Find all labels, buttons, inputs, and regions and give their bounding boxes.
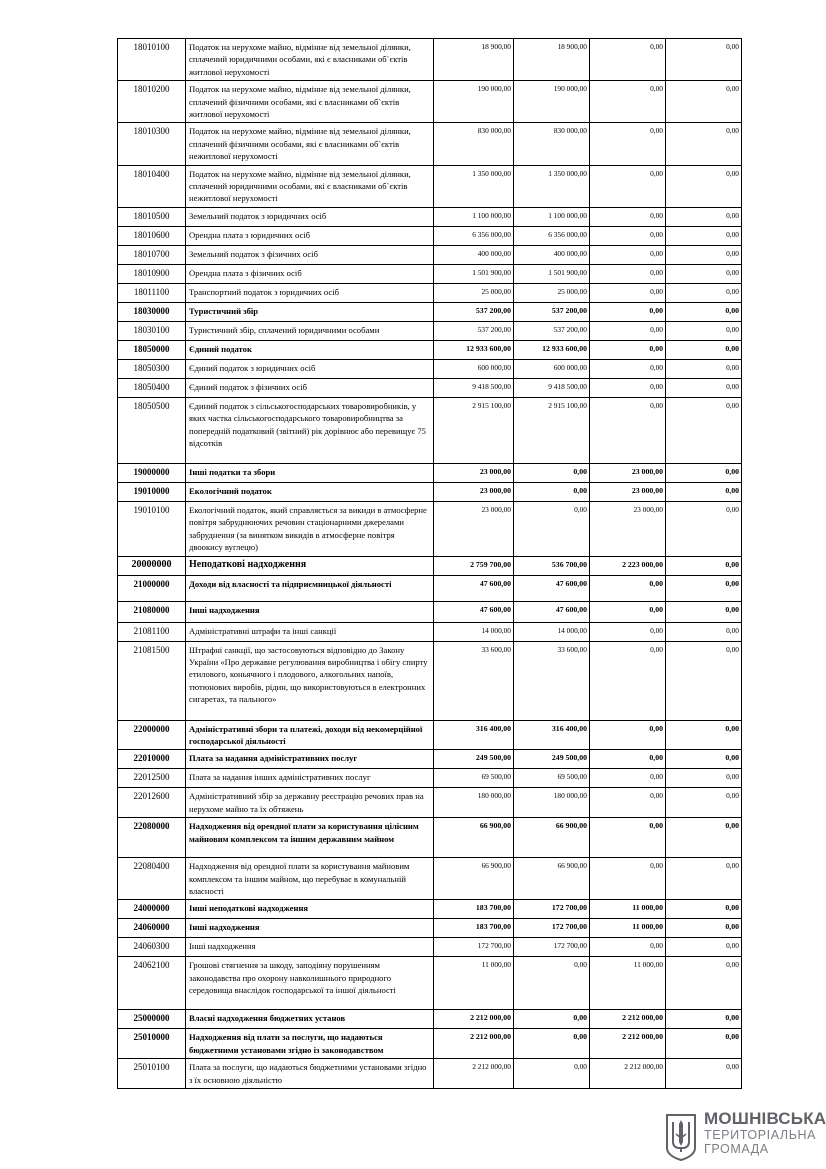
cell-code: 24062100: [118, 957, 186, 1010]
cell-general-fund: 1 501 900,00: [514, 264, 590, 283]
cell-general-fund: 1 350 000,00: [514, 165, 590, 207]
cell-total: 2 915 100,00: [434, 397, 514, 463]
cell-name: Туристичний збір, сплачений юридичними особами: [186, 321, 434, 340]
cell-code: 19010100: [118, 501, 186, 556]
cell-general-fund: 0,00: [514, 482, 590, 501]
cell-name: Грошові стягнення за шкоду, заподіяну порушенням законодавства про охорону навколишнього природного середовища внаслідок господарської та іншої діяльності: [186, 957, 434, 1010]
cell-general-fund: 537 200,00: [514, 302, 590, 321]
cell-general-fund: 47 600,00: [514, 575, 590, 601]
cell-development-budget: 0,00: [666, 919, 742, 938]
table-row: [118, 788, 742, 818]
cell-code: 21000000: [118, 575, 186, 601]
cell-code: 22012500: [118, 769, 186, 788]
table-row: [118, 957, 742, 1010]
table-row: [118, 397, 742, 463]
cell-special-fund: 23 000,00: [590, 501, 666, 556]
table-row: [118, 463, 742, 482]
cell-special-fund: 0,00: [590, 720, 666, 750]
cell-development-budget: 0,00: [666, 788, 742, 818]
table-row: [118, 302, 742, 321]
cell-special-fund: 2 212 000,00: [590, 1029, 666, 1059]
cell-total: 2 759 700,00: [434, 556, 514, 575]
cell-code: 18010500: [118, 207, 186, 226]
cell-code: 18010200: [118, 81, 186, 123]
table-row: [118, 482, 742, 501]
cell-name: Доходи від власності та підприємницької діяльності: [186, 575, 434, 601]
cell-code: 18030100: [118, 321, 186, 340]
cell-code: 21080000: [118, 601, 186, 622]
cell-total: 18 900,00: [434, 39, 514, 81]
cell-special-fund: 0,00: [590, 245, 666, 264]
cell-name: Надходження від плати за послуги, що надаються бюджетними установами згідно із законодавством: [186, 1029, 434, 1059]
cell-special-fund: 0,00: [590, 575, 666, 601]
cell-development-budget: 0,00: [666, 340, 742, 359]
cell-development-budget: 0,00: [666, 601, 742, 622]
cell-development-budget: 0,00: [666, 482, 742, 501]
cell-name: Податок на нерухоме майно, відмінне від земельної ділянки, сплачений юридичними особами, які є власниками об`єктів нежитлової нерухомості: [186, 165, 434, 207]
cell-code: 22080400: [118, 858, 186, 900]
cell-name: Адміністративні збори та платежі, доходи від некомерційної господарської діяльності: [186, 720, 434, 750]
cell-total: 11 000,00: [434, 957, 514, 1010]
cell-total: 316 400,00: [434, 720, 514, 750]
cell-development-budget: 0,00: [666, 769, 742, 788]
logo-subtitle-2: ГРОМАДА: [704, 1142, 769, 1156]
cell-general-fund: 18 900,00: [514, 39, 590, 81]
cell-code: 22080000: [118, 818, 186, 858]
table-row: [118, 123, 742, 165]
cell-development-budget: 0,00: [666, 397, 742, 463]
cell-name: Штрафні санкції, що застосовуються відповідно до Закону України «Про державне регулювання виробництва і обігу спирту етилового, коньячного і плодового, алкогольних напоїв, тютюнових виробів, рідин, що використовуються в електронних сигаретах, та пального»: [186, 641, 434, 720]
cell-general-fund: 66 900,00: [514, 858, 590, 900]
cell-general-fund: 536 700,00: [514, 556, 590, 575]
cell-name: Туристичний збір: [186, 302, 434, 321]
cell-total: 12 933 600,00: [434, 340, 514, 359]
cell-general-fund: 180 000,00: [514, 788, 590, 818]
cell-development-budget: 0,00: [666, 283, 742, 302]
cell-special-fund: 0,00: [590, 283, 666, 302]
cell-code: 20000000: [118, 556, 186, 575]
cell-special-fund: 0,00: [590, 264, 666, 283]
cell-development-budget: 0,00: [666, 900, 742, 919]
table-row: [118, 575, 742, 601]
cell-name: Екологічний податок, який справляється за викиди в атмосферне повітря забруднюючих речовин стаціонарними джерелами забруднення (за винятком викидів в атмосферне повітря двоокису вуглецю): [186, 501, 434, 556]
cell-code: 24000000: [118, 900, 186, 919]
table-row: [118, 622, 742, 641]
cell-total: 190 000,00: [434, 81, 514, 123]
table-row: [118, 556, 742, 575]
table-row: [118, 750, 742, 769]
table-row: [118, 340, 742, 359]
cell-general-fund: 0,00: [514, 1010, 590, 1029]
cell-name: Єдиний податок: [186, 340, 434, 359]
cell-code: 18010600: [118, 226, 186, 245]
cell-total: 14 000,00: [434, 622, 514, 641]
logo-subtitle-1: ТЕРИТОРІАЛЬНА: [704, 1128, 817, 1142]
table-row: [118, 359, 742, 378]
cell-code: 25010100: [118, 1059, 186, 1089]
cell-name: Інші податки та збори: [186, 463, 434, 482]
cell-development-budget: 0,00: [666, 39, 742, 81]
cell-development-budget: 0,00: [666, 501, 742, 556]
table-row: [118, 245, 742, 264]
cell-code: 24060000: [118, 919, 186, 938]
table-row: [118, 501, 742, 556]
cell-general-fund: 0,00: [514, 463, 590, 482]
cell-code: 19010000: [118, 482, 186, 501]
cell-total: 183 700,00: [434, 919, 514, 938]
table-row: [118, 938, 742, 957]
cell-special-fund: 2 212 000,00: [590, 1010, 666, 1029]
cell-special-fund: 0,00: [590, 938, 666, 957]
cell-total: 2 212 000,00: [434, 1029, 514, 1059]
cell-total: 2 212 000,00: [434, 1010, 514, 1029]
table-row: [118, 720, 742, 750]
cell-name: Земельний податок з фізичних осіб: [186, 245, 434, 264]
cell-code: 22012600: [118, 788, 186, 818]
cell-name: Орендна плата з юридичних осіб: [186, 226, 434, 245]
cell-general-fund: 9 418 500,00: [514, 378, 590, 397]
table-row: [118, 226, 742, 245]
table-body: [118, 39, 742, 1089]
cell-special-fund: 0,00: [590, 302, 666, 321]
cell-code: 25010000: [118, 1029, 186, 1059]
cell-special-fund: 0,00: [590, 397, 666, 463]
cell-total: 537 200,00: [434, 302, 514, 321]
cell-name: Земельний податок з юридичних осіб: [186, 207, 434, 226]
cell-general-fund: 0,00: [514, 1059, 590, 1089]
cell-name: Неподаткові надходження: [186, 556, 434, 575]
cell-general-fund: 0,00: [514, 957, 590, 1010]
cell-name: Транспортний податок з юридичних осіб: [186, 283, 434, 302]
cell-development-budget: 0,00: [666, 226, 742, 245]
cell-special-fund: 0,00: [590, 321, 666, 340]
cell-total: 172 700,00: [434, 938, 514, 957]
cell-total: 47 600,00: [434, 575, 514, 601]
table-row: [118, 264, 742, 283]
table-row: [118, 919, 742, 938]
cell-development-budget: 0,00: [666, 858, 742, 900]
cell-special-fund: 0,00: [590, 207, 666, 226]
cell-special-fund: 0,00: [590, 123, 666, 165]
cell-name: Плата за послуги, що надаються бюджетними установами згідно з їх основною діяльністю: [186, 1059, 434, 1089]
cell-general-fund: 2 915 100,00: [514, 397, 590, 463]
cell-general-fund: 600 000,00: [514, 359, 590, 378]
cell-special-fund: 0,00: [590, 359, 666, 378]
cell-general-fund: 172 700,00: [514, 938, 590, 957]
budget-revenue-table: [117, 38, 742, 1089]
cell-development-budget: 0,00: [666, 165, 742, 207]
cell-development-budget: 0,00: [666, 575, 742, 601]
cell-code: 18050000: [118, 340, 186, 359]
cell-code: 18010900: [118, 264, 186, 283]
table-row: [118, 1029, 742, 1059]
cell-name: Екологічний податок: [186, 482, 434, 501]
cell-development-budget: 0,00: [666, 1010, 742, 1029]
cell-special-fund: 0,00: [590, 81, 666, 123]
cell-general-fund: 66 900,00: [514, 818, 590, 858]
cell-development-budget: 0,00: [666, 818, 742, 858]
cell-special-fund: 0,00: [590, 226, 666, 245]
cell-total: 69 500,00: [434, 769, 514, 788]
cell-development-budget: 0,00: [666, 641, 742, 720]
cell-name: Єдиний податок з фізичних осіб: [186, 378, 434, 397]
cell-special-fund: 0,00: [590, 165, 666, 207]
cell-total: 183 700,00: [434, 900, 514, 919]
cell-general-fund: 537 200,00: [514, 321, 590, 340]
cell-development-budget: 0,00: [666, 245, 742, 264]
cell-development-budget: 0,00: [666, 207, 742, 226]
cell-development-budget: 0,00: [666, 622, 742, 641]
table-row: [118, 81, 742, 123]
cell-code: 25000000: [118, 1010, 186, 1029]
cell-development-budget: 0,00: [666, 938, 742, 957]
cell-total: 1 501 900,00: [434, 264, 514, 283]
trident-emblem-icon: [664, 1112, 698, 1162]
cell-special-fund: 2 212 000,00: [590, 1059, 666, 1089]
cell-total: 66 900,00: [434, 858, 514, 900]
cell-name: Плата за надання адміністративних послуг: [186, 750, 434, 769]
cell-special-fund: 0,00: [590, 601, 666, 622]
cell-special-fund: 0,00: [590, 858, 666, 900]
cell-special-fund: 0,00: [590, 340, 666, 359]
cell-special-fund: 0,00: [590, 769, 666, 788]
cell-code: 18011100: [118, 283, 186, 302]
cell-general-fund: 33 600,00: [514, 641, 590, 720]
cell-code: 18050500: [118, 397, 186, 463]
cell-special-fund: 0,00: [590, 788, 666, 818]
cell-name: Інші надходження: [186, 919, 434, 938]
cell-development-budget: 0,00: [666, 1029, 742, 1059]
table-row: [118, 321, 742, 340]
table-row: [118, 1059, 742, 1089]
cell-total: 2 212 000,00: [434, 1059, 514, 1089]
cell-name: Податок на нерухоме майно, відмінне від земельної ділянки, сплачений фізичними особами, які є власниками об`єктів житлової нерухомості: [186, 81, 434, 123]
cell-total: 23 000,00: [434, 501, 514, 556]
cell-general-fund: 172 700,00: [514, 919, 590, 938]
cell-name: Інші надходження: [186, 938, 434, 957]
cell-general-fund: 316 400,00: [514, 720, 590, 750]
table-row: [118, 641, 742, 720]
cell-code: 21081100: [118, 622, 186, 641]
cell-code: 18010400: [118, 165, 186, 207]
cell-general-fund: 6 356 000,00: [514, 226, 590, 245]
cell-special-fund: 11 000,00: [590, 900, 666, 919]
cell-general-fund: 0,00: [514, 1029, 590, 1059]
cell-total: 1 350 000,00: [434, 165, 514, 207]
cell-total: 830 000,00: [434, 123, 514, 165]
cell-code: 22000000: [118, 720, 186, 750]
cell-code: 18010100: [118, 39, 186, 81]
cell-general-fund: 69 500,00: [514, 769, 590, 788]
cell-general-fund: 0,00: [514, 501, 590, 556]
cell-special-fund: 0,00: [590, 622, 666, 641]
cell-general-fund: 830 000,00: [514, 123, 590, 165]
cell-total: 25 000,00: [434, 283, 514, 302]
table-row: [118, 39, 742, 81]
cell-development-budget: 0,00: [666, 556, 742, 575]
cell-name: Адміністративні штрафи та інші санкції: [186, 622, 434, 641]
cell-total: 66 900,00: [434, 818, 514, 858]
cell-total: 47 600,00: [434, 601, 514, 622]
table-row: [118, 378, 742, 397]
cell-name: Єдиний податок з юридичних осіб: [186, 359, 434, 378]
table-row: [118, 601, 742, 622]
cell-special-fund: 23 000,00: [590, 463, 666, 482]
table-row: [118, 283, 742, 302]
cell-development-budget: 0,00: [666, 750, 742, 769]
cell-name: Адміністративний збір за державну реєстрацію речових прав на нерухоме майно та їх обтяжень: [186, 788, 434, 818]
cell-total: 400 000,00: [434, 245, 514, 264]
cell-general-fund: 12 933 600,00: [514, 340, 590, 359]
cell-name: Інші надходження: [186, 601, 434, 622]
cell-total: 249 500,00: [434, 750, 514, 769]
cell-code: 18010700: [118, 245, 186, 264]
cell-development-budget: 0,00: [666, 378, 742, 397]
cell-development-budget: 0,00: [666, 302, 742, 321]
cell-general-fund: 400 000,00: [514, 245, 590, 264]
cell-code: 22010000: [118, 750, 186, 769]
community-logo: [664, 1108, 826, 1162]
cell-total: 1 100 000,00: [434, 207, 514, 226]
cell-code: 21081500: [118, 641, 186, 720]
cell-general-fund: 47 600,00: [514, 601, 590, 622]
cell-name: Надходження від орендної плати за користування цілісним майновим комплексом та іншим державним майном: [186, 818, 434, 858]
cell-name: Плата за надання інших адміністративних послуг: [186, 769, 434, 788]
cell-development-budget: 0,00: [666, 359, 742, 378]
table-row: [118, 900, 742, 919]
cell-name: Податок на нерухоме майно, відмінне від земельної ділянки, сплачений фізичними особами, які є власниками об`єктів нежитлової нерухомості: [186, 123, 434, 165]
cell-special-fund: 0,00: [590, 641, 666, 720]
table-row: [118, 818, 742, 858]
cell-name: Власні надходження бюджетних установ: [186, 1010, 434, 1029]
cell-code: 18050400: [118, 378, 186, 397]
cell-total: 9 418 500,00: [434, 378, 514, 397]
cell-total: 180 000,00: [434, 788, 514, 818]
table-row: [118, 207, 742, 226]
cell-general-fund: 14 000,00: [514, 622, 590, 641]
cell-development-budget: 0,00: [666, 321, 742, 340]
cell-development-budget: 0,00: [666, 720, 742, 750]
cell-general-fund: 1 100 000,00: [514, 207, 590, 226]
cell-development-budget: 0,00: [666, 463, 742, 482]
cell-special-fund: 0,00: [590, 750, 666, 769]
table-row: [118, 769, 742, 788]
cell-name: Орендна плата з фізичних осіб: [186, 264, 434, 283]
cell-development-budget: 0,00: [666, 957, 742, 1010]
cell-special-fund: 0,00: [590, 39, 666, 81]
cell-special-fund: 0,00: [590, 378, 666, 397]
table-row: [118, 1010, 742, 1029]
cell-code: 18030000: [118, 302, 186, 321]
cell-general-fund: 25 000,00: [514, 283, 590, 302]
cell-special-fund: 23 000,00: [590, 482, 666, 501]
cell-name: Надходження від орендної плати за користування майновим комплексом та іншим майном, що перебуває в комунальній власності: [186, 858, 434, 900]
cell-development-budget: 0,00: [666, 264, 742, 283]
cell-name: Єдиний податок з сільськогосподарських товаровиробників, у яких частка сільськогосподарського товаровиробництва за попередній податковий (звітний) рік дорівнює або перевищує 75 відсотків: [186, 397, 434, 463]
cell-general-fund: 249 500,00: [514, 750, 590, 769]
cell-total: 6 356 000,00: [434, 226, 514, 245]
cell-name: Інші неподаткові надходження: [186, 900, 434, 919]
cell-code: 24060300: [118, 938, 186, 957]
cell-development-budget: 0,00: [666, 81, 742, 123]
table-row: [118, 165, 742, 207]
cell-code: 18010300: [118, 123, 186, 165]
cell-development-budget: 0,00: [666, 123, 742, 165]
cell-development-budget: 0,00: [666, 1059, 742, 1089]
cell-general-fund: 190 000,00: [514, 81, 590, 123]
cell-special-fund: 11 000,00: [590, 919, 666, 938]
cell-code: 18050300: [118, 359, 186, 378]
cell-general-fund: 172 700,00: [514, 900, 590, 919]
logo-title: МОШНІВСЬКА: [704, 1109, 826, 1128]
cell-total: 33 600,00: [434, 641, 514, 720]
cell-total: 23 000,00: [434, 463, 514, 482]
table-row: [118, 858, 742, 900]
cell-special-fund: 0,00: [590, 818, 666, 858]
cell-total: 23 000,00: [434, 482, 514, 501]
cell-name: Податок на нерухоме майно, відмінне від земельної ділянки, сплачений юридичними особами, які є власниками об`єктів житлової нерухомості: [186, 39, 434, 81]
cell-total: 600 000,00: [434, 359, 514, 378]
cell-special-fund: 2 223 000,00: [590, 556, 666, 575]
cell-special-fund: 11 000,00: [590, 957, 666, 1010]
cell-code: 19000000: [118, 463, 186, 482]
cell-total: 537 200,00: [434, 321, 514, 340]
